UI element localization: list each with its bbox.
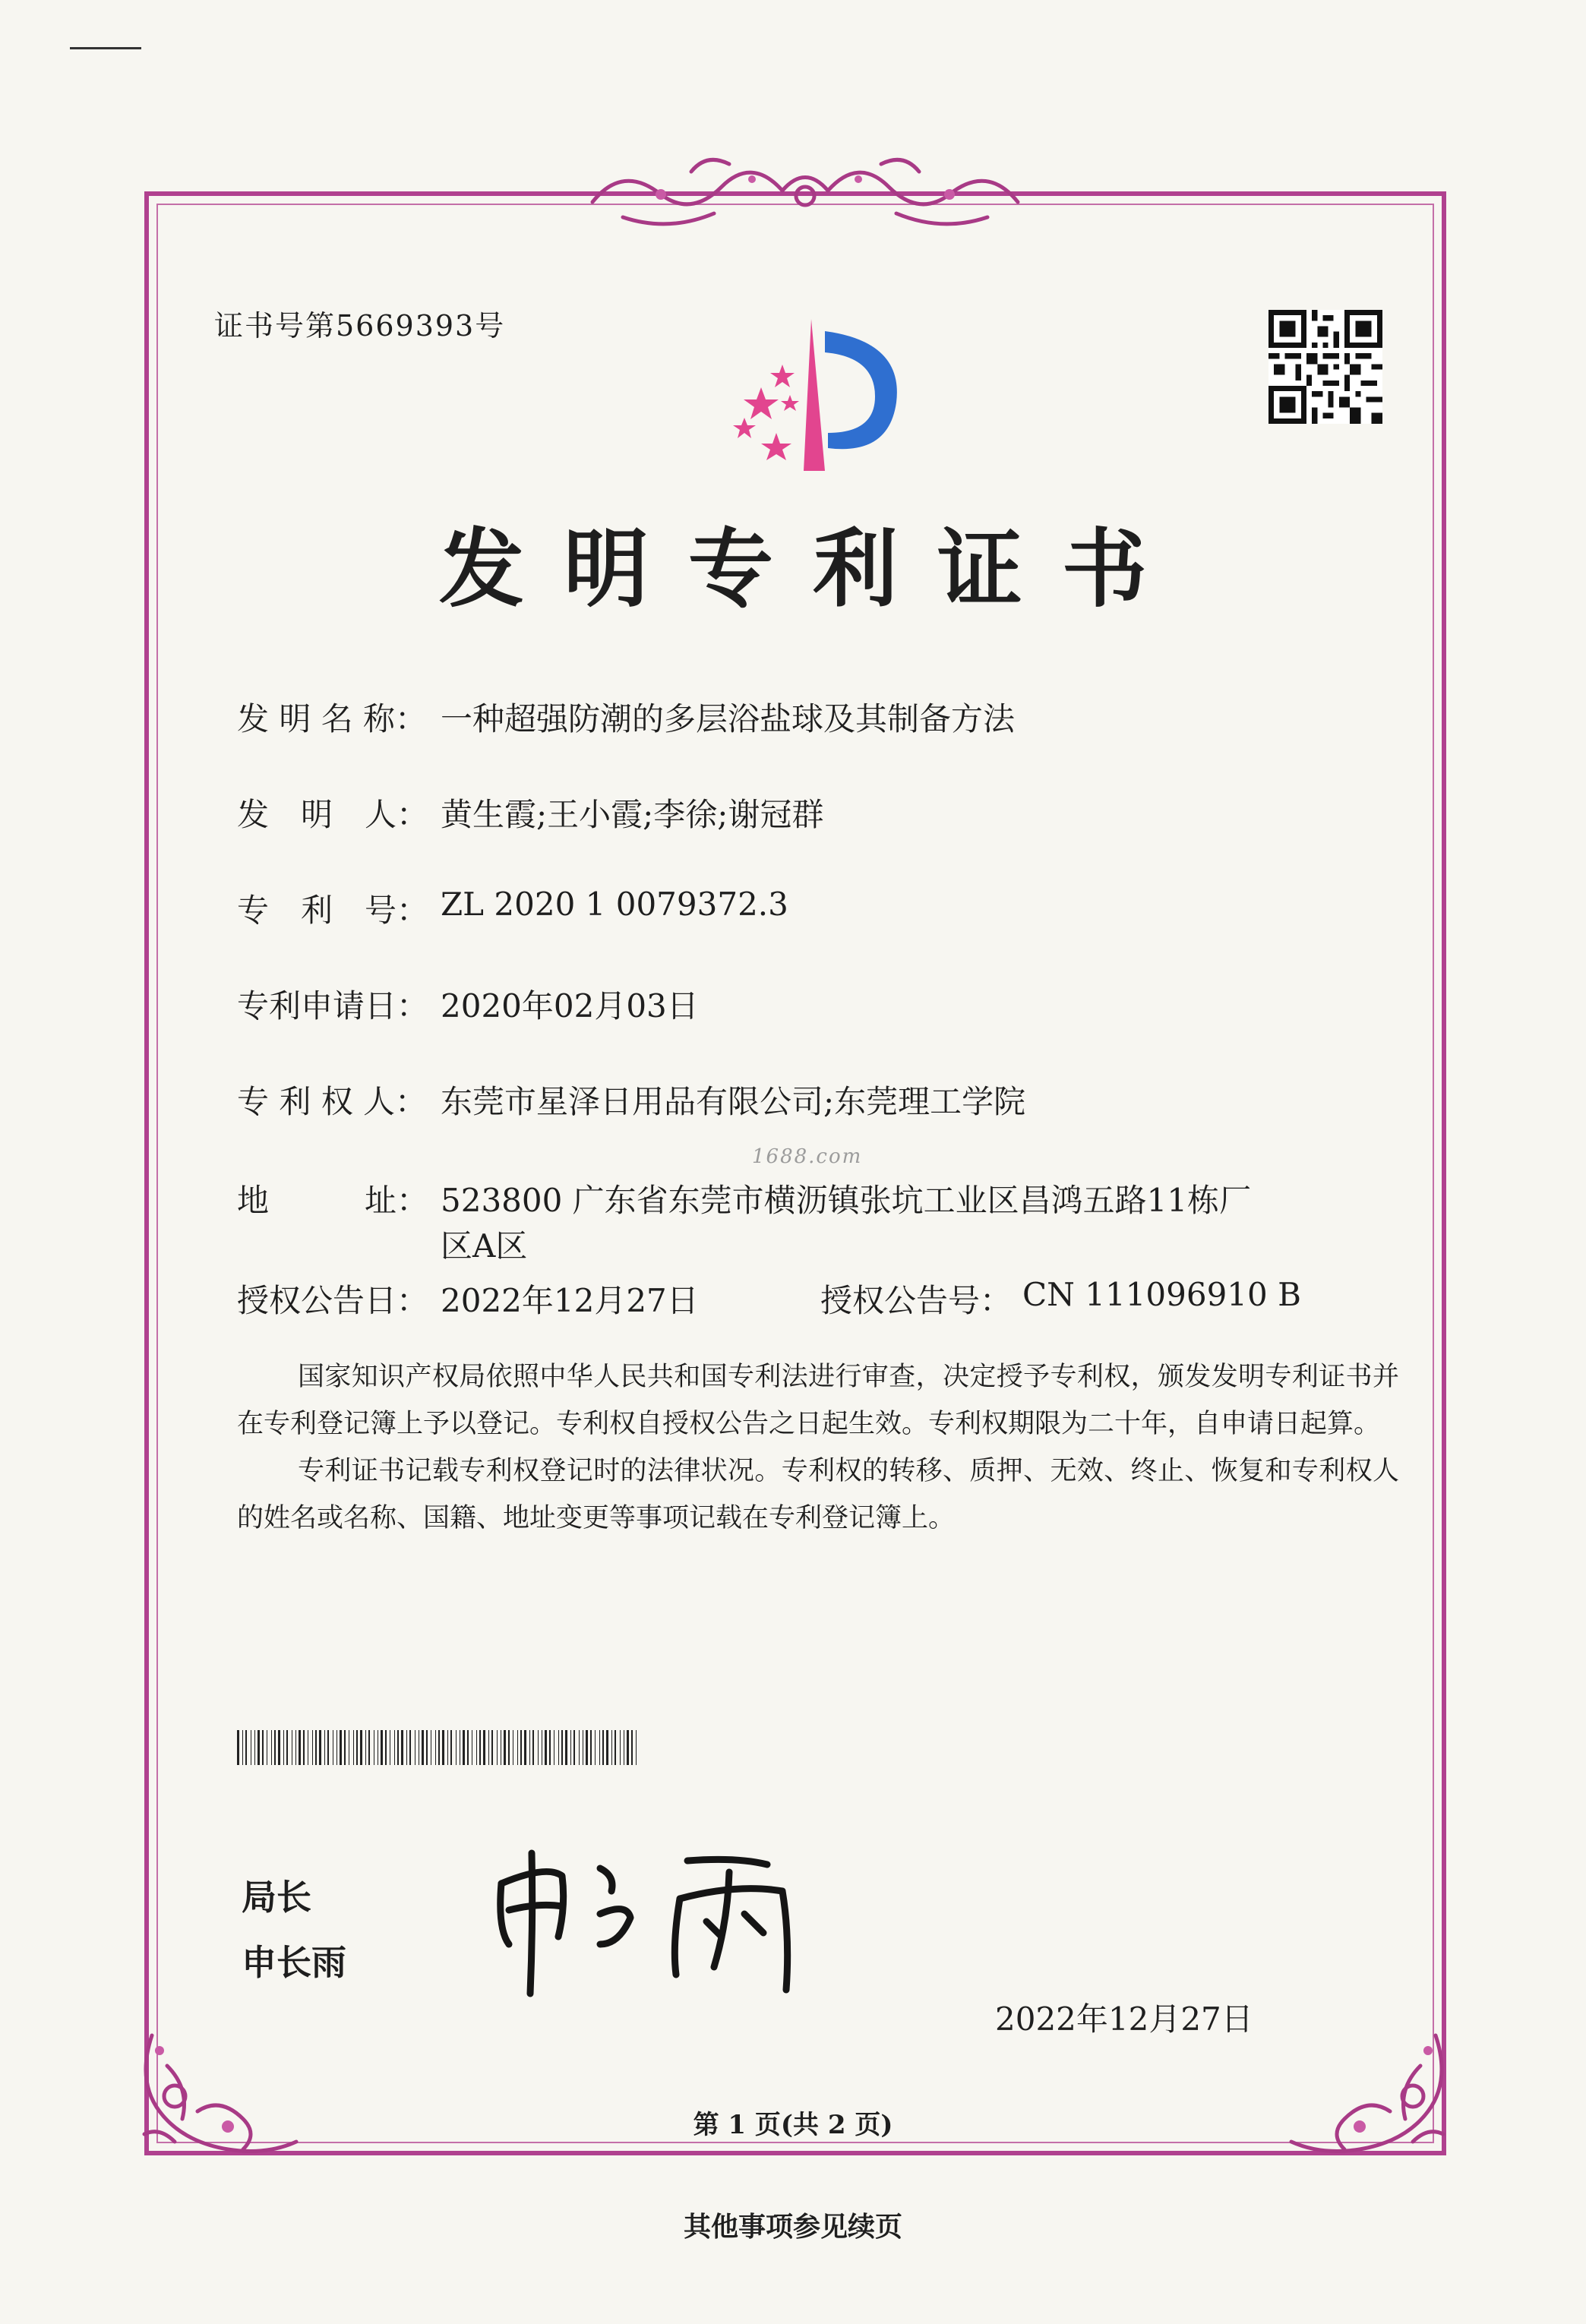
grant-number-label: 授权公告号： [820, 1282, 1013, 1319]
patent-number-value: ZL 2020 1 0079372.3 [441, 886, 788, 923]
grant-number-value: CN 111096910 B [1022, 1276, 1301, 1313]
patent-office-emblem-icon [676, 304, 919, 486]
director-title: 局长 [242, 1877, 311, 1918]
address-value-line2: 区A区 [441, 1227, 528, 1265]
corner-mark [70, 47, 141, 49]
address-label: 地 址： [237, 1182, 429, 1219]
certificate-number: 证书号第5669393号 [214, 309, 506, 343]
grant-date-value: 2022年12月27日 [441, 1282, 699, 1319]
address-value-line1: 523800 广东省东莞市横沥镇张坑工业区昌鸿五路11栋厂 [441, 1182, 1252, 1219]
inventor-label: 发 明 人： [237, 796, 429, 833]
filing-date-label: 专利申请日： [237, 987, 429, 1025]
bottom-left-ornament-icon [129, 2020, 311, 2172]
continuation-note: 其他事项参见续页 [683, 2211, 902, 2243]
certificate-title: 发明专利证书 [439, 519, 1186, 619]
director-name: 申长雨 [242, 1942, 346, 1983]
watermark: 1688.com [752, 1145, 863, 1168]
legal-paragraph-1: 国家知识产权局依照中华人民共和国专利法进行审查，决定授予专利权，颁发发明专利证书并在专利登记簿上予以登记。专利权自授权公告之日起生效。专利权期限为二十年，自申请日起算。 [237, 1362, 1399, 1439]
inventor-value: 黄生霞;王小霞;李徐;谢冠群 [441, 796, 824, 833]
grant-date-label: 授权公告日： [237, 1282, 429, 1319]
page-number: 第 1 页(共 2 页) [693, 2110, 893, 2140]
invention-name-label: 发 明 名 称： [237, 700, 428, 737]
qr-code-icon [1268, 310, 1382, 424]
top-ornament-icon [577, 149, 1033, 240]
patentee-value: 东莞市星泽日用品有限公司;东莞理工学院 [441, 1083, 1026, 1120]
legal-paragraph-2: 专利证书记载专利权登记时的法律状况。专利权的转移、质押、无效、终止、恢复和专利权人的姓名或名称、国籍、地址变更等事项记载在专利登记簿上。 [237, 1456, 1399, 1533]
legal-text [237, 1353, 1399, 1542]
handwritten-signature [486, 1830, 820, 2005]
filing-date-value: 2020年02月03日 [441, 987, 699, 1025]
invention-name-value: 一种超强防潮的多层浴盐球及其制备方法 [441, 700, 1016, 737]
patentee-label: 专 利 权 人： [237, 1083, 428, 1120]
issue-date: 2022年12月27日 [995, 2000, 1253, 2038]
bottom-right-ornament-icon [1276, 2020, 1458, 2172]
patent-number-label: 专 利 号： [237, 892, 429, 929]
barcode-icon [237, 1730, 640, 1765]
